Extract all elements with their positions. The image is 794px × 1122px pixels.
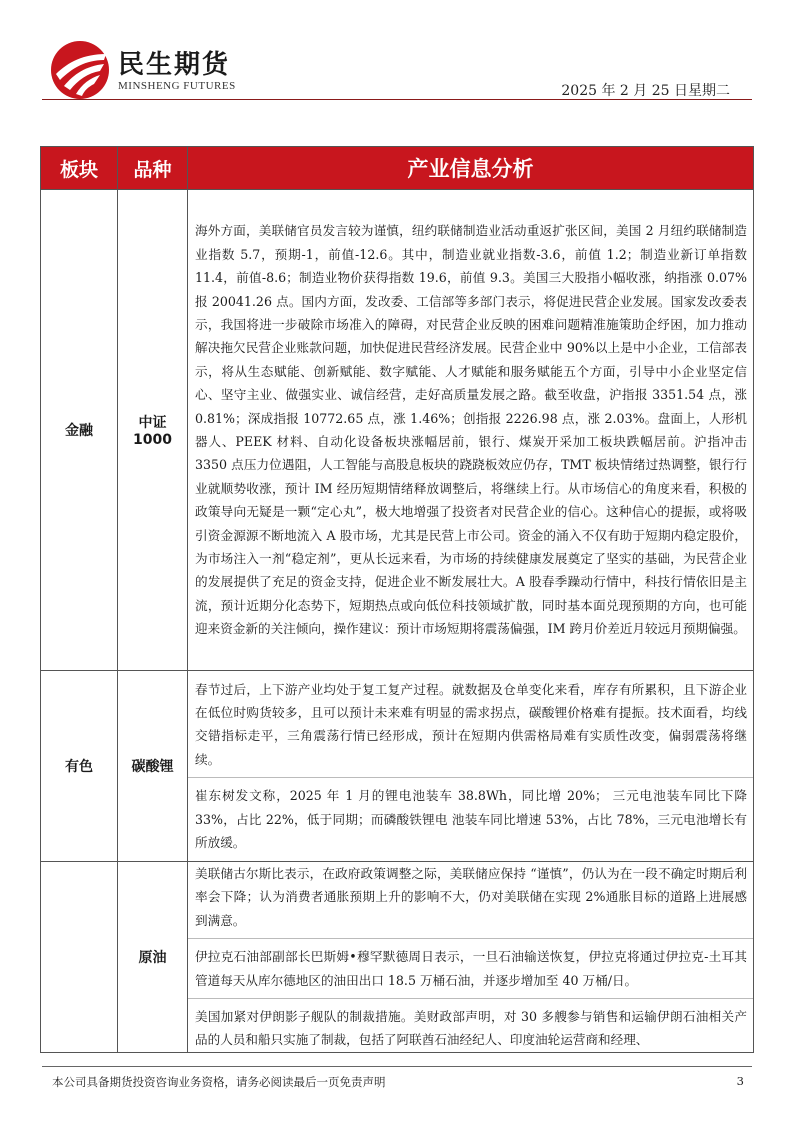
paragraph-divider: [188, 938, 753, 939]
analysis-paragraph: 春节过后，上下游产业均处于复工复产过程。就数据及仓单变化来看，库存有所累积，且下游企业在低位时购货较多，且可以预计未来难有明显的需求拐点，碳酸锂价格难有提振。技术面看，均线交错指标走平，三角震荡行情已经形成，预计在短期内供需格局难有实质性改变，偏弱震荡将继续。: [195, 681, 747, 767]
paragraph-divider: [188, 777, 753, 778]
paragraph-divider: [188, 998, 753, 999]
report-date: 2025 年 2 月 25 日星期二: [561, 83, 730, 99]
industry-analysis-table: [40, 146, 754, 1053]
analysis-cell: [188, 862, 754, 1053]
brand-name-cn: 民生期货: [118, 50, 231, 80]
footer-divider: [42, 1066, 752, 1067]
header-divider: [42, 99, 752, 100]
variety-cell: [118, 190, 188, 671]
page-number: 3: [736, 1074, 744, 1088]
header-sector: 板块: [41, 147, 118, 190]
variety-cell: 原油: [118, 862, 188, 1053]
header-analysis: 产业信息分析: [188, 147, 754, 190]
sector-cell: [41, 862, 118, 1053]
table-header-row: [41, 147, 754, 190]
analysis-paragraph: 崔东树发文称，2025 年 1 月的锂电池装车 38.8Wh，同比增 20%； 三元电池装车同比下降 33%，占比 22%，低于同期；而磷酸铁锂电 池装车同比增速 53%，占比 78%，三元电池增长有所放缓。: [195, 788, 747, 851]
analysis-paragraph: 伊拉克石油部副部长巴斯姆•穆罕默德周日表示，一旦石油输送恢复，伊拉克将通过伊拉克-土耳其管道每天从库尔德地区的油田出口 18.5 万桶石油，并逐步增加至 40 万桶/日。: [195, 949, 747, 988]
footer-disclaimer: 本公司具备期货投资咨询业务资格，请务必阅读最后一页免责声明: [52, 1075, 386, 1089]
brand-name-en: MINSHENG FUTURES: [118, 80, 236, 92]
minsheng-logo-icon: [50, 40, 110, 100]
sector-cell: 金融: [41, 190, 118, 671]
analysis-cell: [188, 190, 754, 671]
table-row-finance: [41, 190, 754, 671]
variety-label-line2: 1000: [133, 432, 172, 448]
analysis-paragraph: 海外方面，美联储官员发言较为谨慎，纽约联储制造业活动重返扩张区间，美国 2 月纽约联储制造业指数 5.7，预期-1，前值-12.6。其中，制造业就业指数-3.6，前值 1.2；制造业新订单指数 11.4，前值-8.6；制造业物价获得指数 19.6，前值 9.3。美国三大股指小幅收涨，纳指涨 0.07%报 20041.26 点。国内方面，发改委、工信部等多部门表示，将促进民营企业发展。国家发改委表示，我国将进一步破除市场准入的障碍，对民营企业反映的困难问题精准施策助企纾困，加力推动解决拖欠民营企业账款问题，加快促进民营经济发展。民营企业中 90%以上是中小企业，工信部表示，将从生态赋能、创新赋能、数字赋能、人才赋能和服务赋能五个方面，引导中小企业坚定信心、坚守主业、做强实业、诚信经营，走好高质量发展之路。截至收盘，沪指报 3351.54 点，涨 0.81%；深成指报 10772.65 点，涨 1.46%；创指报 2226.98 点，涨 2.03%。盘面上，人形机器人、PEEK 材料、自动化设备板块涨幅居前，银行、煤炭开采加工板块跌幅居前。沪指冲击 3350 点压力位遇阻，人工智能与高股息板块的跷跷板效应仍存，TMT 板块情绪过热调整，银行行业就顺势收涨，预计 IM 经历短期情绪释放调整后，将继续上行。从市场信心的角度来看，积极的政策导向无疑是一颗“定心丸”，极大地增强了投资者对民营企业的信心。这种信心的提振，或将吸引资金源源不断地流入 A 股市场，尤其是民营上市公司。资金的涌入不仅有助于短期内稳定股价，为市场注入一剂“稳定剂”，更从长远来看，为市场的持续健康发展奠定了坚实的基础，为民营企业的发展提供了充足的资金支持，促进企业不断发展壮大。A 股春季躁动行情中，科技行情依旧是主流，预计近期分化态势下，短期热点或向低位科技领域扩散，同时基本面兑现预期的方向，也可能迎来资金新的关注倾向，操作建议：预计市场短期将震荡偏强，IM 跨月价差近月较远月预期偏强。: [195, 223, 747, 637]
analysis-paragraph: 美国加紧对伊朗影子舰队的制裁措施。美财政部声明，对 30 多艘参与销售和运输伊朗石油相关产品的人员和船只实施了制裁，包括了阿联酋石油经纪人、印度油轮运营商和经理、: [195, 1009, 747, 1048]
variety-label-line1: 中证: [138, 415, 167, 431]
header-variety: 品种: [118, 147, 188, 190]
variety-cell: 碳酸锂: [118, 671, 188, 862]
table-row-nonferrous: [41, 671, 754, 862]
analysis-paragraph: 美联储古尔斯比表示，在政府政策调整之际，美联储应保持 “谨慎”，仍认为在一段不确定时期后利率会下降；认为消费者通胀预期上升的影响不大，仍对美联储在实现 2%通胀目标的道路上进展感到满意。: [195, 866, 747, 928]
sector-cell: 有色: [41, 671, 118, 862]
table-row-crude-oil: [41, 862, 754, 1053]
page-header: [0, 0, 794, 100]
analysis-cell: [188, 671, 754, 862]
